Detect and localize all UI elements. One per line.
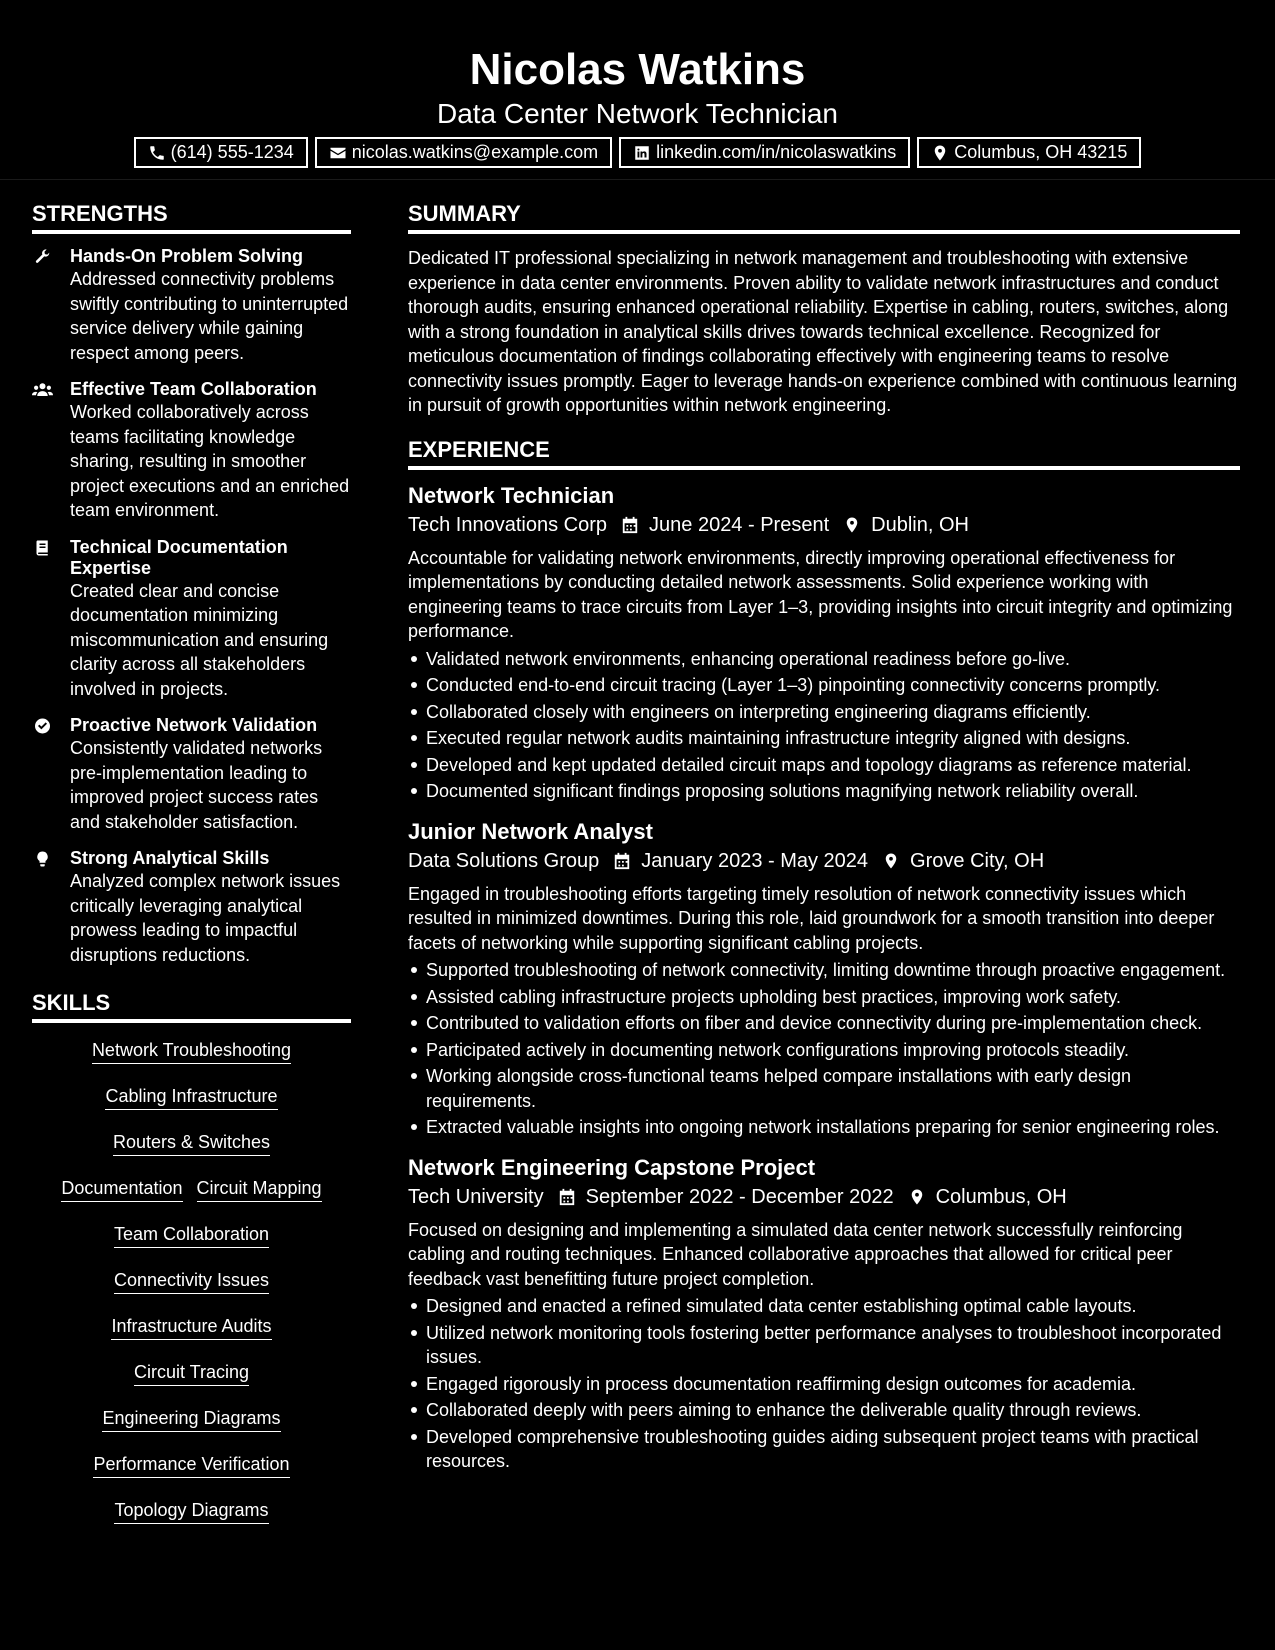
lightbulb-icon (32, 850, 53, 868)
map-marker-icon (908, 1187, 926, 1207)
contact-email[interactable] (315, 137, 612, 168)
map-marker-icon (882, 851, 900, 871)
list-item: Developed comprehensive troubleshooting guides aiding subsequent project teams with practical resources. (408, 1425, 1240, 1474)
list-item: Participated actively in documenting network configurations improving protocols steadily. (408, 1038, 1240, 1063)
skill-tag: Topology Diagrams (114, 1499, 268, 1524)
contact-location-text: Columbus, OH 43215 (954, 142, 1128, 162)
job-entry (408, 818, 1240, 1140)
list-item: Validated network environments, enhancing operational readiness before go-live. (408, 647, 1240, 672)
job-bullets (408, 958, 1240, 1140)
strength-title: Strong Analytical Skills (70, 848, 270, 868)
users-icon (32, 381, 53, 399)
strength-item (32, 848, 351, 967)
linkedin-icon (633, 144, 651, 162)
list-item: Engaged rigorously in process documentation reaffirming design outcomes for academia. (408, 1372, 1240, 1397)
job-dates: June 2024 - Present (649, 513, 830, 536)
job-company: Tech Innovations Corp (408, 513, 608, 536)
job-description: Focused on designing and implementing a simulated data center network successfully reinforcing cabling and routing techniques. Enhanced collaborative approaches that allowed for critical peer feedback vast benefitting future project completion. (408, 1219, 1183, 1289)
skill-tag: Infrastructure Audits (111, 1315, 271, 1340)
strength-title: Proactive Network Validation (70, 715, 318, 735)
job-company: Data Solutions Group (408, 849, 600, 872)
calendar-icon (558, 1187, 576, 1207)
contact-linkedin[interactable] (619, 137, 910, 168)
skill-tag: Documentation (61, 1177, 182, 1202)
skill-tag: Circuit Mapping (197, 1177, 322, 1202)
summary-heading: SUMMARY (408, 200, 1240, 234)
job-entry (408, 482, 1240, 804)
job-location: Grove City, OH (910, 849, 1045, 872)
skill-tag: Connectivity Issues (114, 1269, 269, 1294)
list-item: Conducted end-to-end circuit tracing (Layer 1–3) pinpointing connectivity concerns promptly. (408, 673, 1240, 698)
strength-item (32, 379, 351, 523)
strength-title: Effective Team Collaboration (70, 379, 317, 399)
list-item: Documented significant findings proposing solutions magnifying network reliability overall. (408, 779, 1240, 804)
strength-desc: Addressed connectivity problems swiftly contributing to uninterrupted service delivery while gaining respect among peers. (70, 269, 349, 363)
job-dates: September 2022 - December 2022 (585, 1185, 894, 1208)
skills-heading: SKILLS (32, 989, 351, 1023)
list-item: Developed and kept updated detailed circuit maps and topology diagrams as reference material. (408, 753, 1240, 778)
strength-title: Technical Documentation Expertise (70, 536, 288, 578)
list-item: Supported troubleshooting of network connectivity, limiting downtime through proactive engagement. (408, 958, 1240, 983)
contact-bar (0, 137, 1275, 168)
book-icon (32, 539, 53, 557)
candidate-title: Data Center Network Technician (436, 98, 838, 129)
job-dates: January 2023 - May 2024 (641, 849, 869, 872)
skill-tag: Routers & Switches (113, 1131, 270, 1156)
strength-item (32, 537, 351, 702)
list-item: Collaborated deeply with peers aiming to enhance the deliverable quality through reviews. (408, 1398, 1240, 1423)
job-title: Junior Network Analyst (408, 818, 653, 844)
skills-list (32, 1035, 351, 1524)
skill-tag: Circuit Tracing (134, 1361, 249, 1386)
skill-tag: Cabling Infrastructure (105, 1085, 277, 1110)
job-bullets (408, 647, 1240, 804)
calendar-icon (613, 851, 631, 871)
strength-desc: Analyzed complex network issues critically leveraging analytical prowess leading to impactful disruptions reductions. (70, 871, 341, 965)
list-item: Executed regular network audits maintaining infrastructure integrity aligned with designs. (408, 726, 1240, 751)
job-company: Tech University (408, 1185, 544, 1208)
job-entry (408, 1154, 1240, 1474)
contact-linkedin-text: linkedin.com/in/nicolaswatkins (656, 142, 897, 162)
contact-phone-text: (614) 555-1234 (170, 142, 294, 162)
skill-tag: Engineering Diagrams (102, 1407, 280, 1432)
list-item: Designed and enacted a refined simulated data center establishing optimal cable layouts. (408, 1294, 1240, 1319)
strength-title: Hands-On Problem Solving (70, 246, 304, 266)
list-item: Working alongside cross-functional teams helped compare installations with early design requirements. (408, 1064, 1240, 1113)
list-item: Utilized network monitoring tools fostering better performance analyses to troubleshoot incorporated issues. (408, 1321, 1240, 1370)
job-location: Columbus, OH (935, 1185, 1067, 1208)
right-column (408, 200, 1240, 1545)
contact-email-text: nicolas.watkins@example.com (351, 142, 599, 162)
list-item: Assisted cabling infrastructure projects upholding best practices, improving work safety. (408, 985, 1240, 1010)
experience-heading: EXPERIENCE (408, 436, 1240, 470)
calendar-icon (621, 515, 639, 535)
map-marker-icon (843, 515, 861, 535)
strength-desc: Consistently validated networks pre-implementation leading to improved project success rates and stakeholder satisfaction. (70, 738, 323, 832)
strength-desc: Worked collaboratively across teams facilitating knowledge sharing, resulting in smoother project executions and an enriched team environment. (70, 402, 350, 520)
map-marker-icon (931, 144, 949, 162)
contact-location[interactable] (917, 137, 1141, 168)
strengths-heading: STRENGTHS (32, 200, 351, 234)
list-item: Extracted valuable insights into ongoing network installations preparing for senior engineering roles. (408, 1115, 1240, 1140)
envelope-icon (329, 144, 347, 162)
contact-phone[interactable] (134, 137, 308, 168)
resume-body (0, 180, 1275, 1545)
job-description: Accountable for validating network environments, directly improving operational effectiveness for implementations by conducting detailed network assessments. Solid experience working with engineering teams to trace circuits from Layer 1–3, providing insights into circuit integrity and optimizing performance. (408, 547, 1233, 641)
phone-icon (148, 144, 166, 162)
job-title: Network Technician (408, 482, 615, 508)
strength-item (32, 715, 351, 834)
skill-tag: Network Troubleshooting (92, 1039, 291, 1064)
job-title: Network Engineering Capstone Project (408, 1154, 816, 1180)
summary-text: Dedicated IT professional specializing in network management and troubleshooting with extensive experience in data center environments. Proven ability to validate network infrastructures and conduct thorough audits, ensuring enhanced operational reliability. Expertise in cabling, routers, switches, along with a strong foundation in analytical skills drives towards technical excellence. Recognized for meticulous documentation of findings collaborating effectively with engineering teams to resolve connectivity issues promptly. Eager to leverage hands-on experience combined with continuous learning in pursuit of growth opportunities within network engineering. (408, 248, 1238, 415)
strength-desc: Created clear and concise documentation minimizing miscommunication and ensuring clarity across all stakeholders involved in projects. (70, 580, 329, 699)
list-item: Collaborated closely with engineers on interpreting engineering diagrams efficiently. (408, 700, 1240, 725)
skill-tag: Performance Verification (93, 1453, 289, 1478)
job-location: Dublin, OH (871, 513, 969, 536)
wrench-icon (32, 248, 53, 266)
job-bullets (408, 1294, 1240, 1474)
job-description: Engaged in troubleshooting efforts targeting timely resolution of network connectivity issues which resulted in minimized downtimes. During this role, laid groundwork for a smooth transition into deeper facets of networking while supporting significant cabling projects. (408, 883, 1215, 953)
skill-tag: Team Collaboration (114, 1223, 269, 1248)
resume-header (0, 0, 1275, 180)
candidate-name: Nicolas Watkins (469, 45, 806, 94)
left-column (32, 200, 351, 1545)
check-circle-icon (32, 717, 53, 735)
list-item: Contributed to validation efforts on fiber and device connectivity during pre-implementation check. (408, 1011, 1240, 1036)
strength-item (32, 246, 351, 365)
